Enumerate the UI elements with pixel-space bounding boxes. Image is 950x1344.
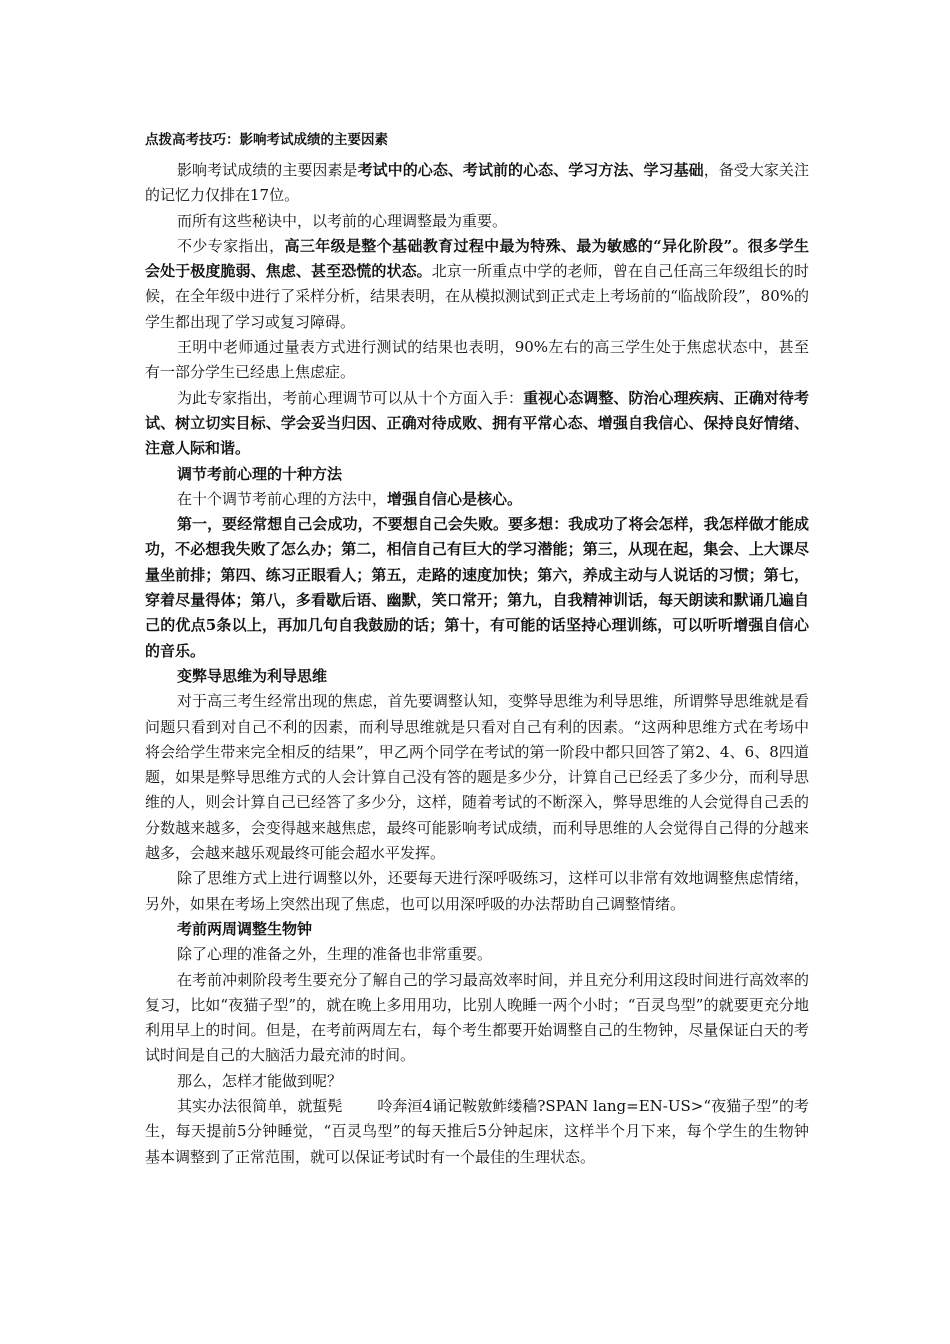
paragraph-experts (145, 234, 809, 335)
bold-text-run: 考试中的心态、考试前的心态、学习方法、学习基础 (357, 161, 704, 179)
section-heading-thinking: 变弊导思维为利导思维 (177, 666, 328, 685)
section-heading-biological-clock: 考前两周调整生物钟 (177, 919, 313, 938)
text-run: 影响考试成绩的主要因素是 (177, 161, 358, 179)
paragraph-thinking: 对于高三考生经常出现的焦虑，首先要调整认知，变弊导思维为利导思维，所谓弊导思维就是看问题只看到对自己不利的因素，而利导思维就是只看对自己有利的因素。“这两种思维方式在考场中将会给学生带来完全相反的结果”，甲乙两个同学在考试的第一阶段中都只回答了第2、4、6、8四道题，如果是弊导思维方式的人会计算自己没有答的题是多少分，计算自己已经丢了多少分，而利导思维的人，则会计算自己已经答了多少分，这样，随着考试的不断深入，弊导思维的人会觉得自己丢的分数越来越多，会变得越来越焦虑，最终可能影响考试成绩，而利导思维的人会觉得自己得的分越来越多，会越来越乐观最终可能会超水平发挥。 (145, 692, 809, 863)
bold-text-run: 增强自信心是核心。 (387, 489, 523, 508)
text-run: 北京一所重点中学的老师，曾在自己任高三年级组长的时候，在全年级中进行了采样分析，结果表明，在从模拟测试到正式走上考场前的“临战阶段”，80%的学生都出现了学习或复习障碍。 (145, 262, 809, 331)
paragraph-method (145, 1094, 809, 1170)
paragraph-breathing: 除了思维方式上进行调整以外，还要每天进行深呼吸练习，这样可以非常有效地调整焦虑情绪，另外，如果在考场上突然出现了焦虑，也可以用深呼吸的办法帮助自己调整情绪。 (145, 869, 809, 913)
paragraph-efficiency: 在考前冲刺阶段考生要充分了解自己的学习最高效率时间，并且充分利用这段时间进行高效率的复习，比如“夜猫子型”的，就在晚上多用用功，比别人晚睡一两个小时；“百灵鸟型”的就要更充分地利用早上的时间。但是，在考前两周左右，每个考生都要开始调整自己的生物钟，尽量保证白天的考试时间是自己的大脑活力最充沛的时间。 (145, 970, 809, 1065)
garbled-text-run: 其实办法很简单，就蜇髡 呤奔洹4诵记鞍敫鲊缕穑?SPAN lang=EN-US> (177, 1096, 704, 1115)
paragraph-question: 那么，怎样才能做到呢？ (177, 1071, 343, 1090)
text-run: 为此专家指出，考前心理调节可以从十个方面入手： (177, 388, 524, 407)
text-run: 不少专家指出， (177, 236, 285, 255)
text-run: 在十个调节考前心理的方法中， (177, 489, 388, 508)
section-heading-methods: 调节考前心理的十种方法 (177, 464, 343, 483)
text-run: ，备受大家关注的记忆力仅排在17位。 (145, 161, 809, 205)
paragraph-ten-methods: 第一，要经常想自己会成功，不要想自己会失败。要多想：我成功了将会怎样，我怎样做才能成功，不必想我失败了怎么办；第二，相信自己有巨大的学习潜能；第三，从现在起，集会、上大课尽量坐前排；第四、练习正眼看人；第五，走路的速度加快；第六，养成主动与人说话的习惯；第七，穿着尽量得体；第八，多看歇后语、幽默，笑口常开；第九，自我精神训话，每天朗读和默诵几遍自己的优点5条以上，再加几句自我鼓励的话；第十，有可能的话坚持心理训练，可以听听增强自信心的音乐。 (145, 515, 809, 660)
paragraph-physical-prep: 除了心理的准备之外，生理的准备也非常重要。 (177, 945, 493, 964)
paragraph-factors (145, 158, 809, 209)
article-body (145, 158, 809, 1170)
text-run: “夜猫子型”的考生，每天提前5分钟睡觉，“百灵鸟型”的每天推后5分钟起床，这样半个月下来，每个学生的生物钟基本调整到了正常范围，就可以保证考试时有一个最佳的生理状态。 (145, 1096, 809, 1166)
paragraph-confidence (145, 487, 809, 512)
paragraph-survey: 王明中老师通过量表方式进行测试的结果也表明，90%左右的高三学生处于焦虑状态中，甚至有一部分学生已经患上焦虑症。 (145, 338, 809, 382)
bold-text-run: 重视心态调整、防治心理疾病、正确对待考试、树立切实目标、学会妥当归因、正确对待成败、拥有平常心态、增强自我信心、保持良好情绪、注意人际和谐。 (145, 388, 809, 458)
document-title: 点拨高考技巧：影响考试成绩的主要因素 (145, 132, 388, 148)
bold-text-run: 高三年级是整个基础教育过程中最为特殊、最为敏感的“异化阶段”。很多学生会处于极度脆弱、焦虑、甚至恐慌的状态。 (145, 236, 809, 281)
paragraph-ten-aspects (145, 386, 809, 462)
paragraph-key-point: 而所有这些秘诀中，以考前的心理调整最为重要。 (177, 211, 508, 230)
